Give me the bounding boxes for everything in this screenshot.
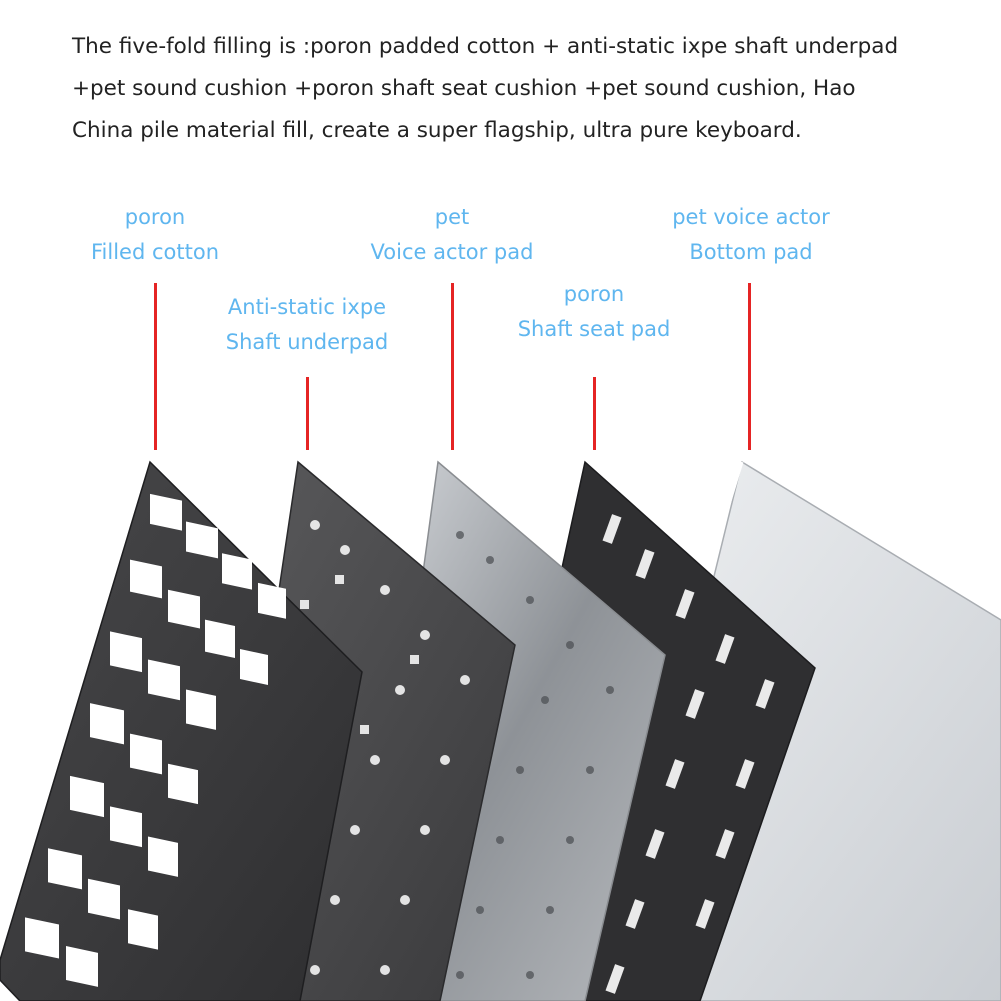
intro-line-2: +pet sound cushion +poron shaft seat cushion +pet sound cushion, Hao bbox=[72, 76, 856, 101]
label-poron-shaft-seat-pad-line1: poron bbox=[563, 282, 625, 306]
intro-line-1: The five-fold filling is :poron padded cotton + anti-static ixpe shaft underpad bbox=[72, 34, 899, 59]
label-pet-voice-actor-pad bbox=[302, 200, 602, 270]
label-poron-filled-cotton-line1: poron bbox=[124, 205, 186, 229]
leader-line-pet-voice-actor-pad bbox=[451, 283, 454, 450]
leader-line-pet-bottom-pad bbox=[748, 283, 751, 450]
leader-line-poron-filled-cotton bbox=[154, 283, 157, 450]
label-ixpe-shaft-underpad bbox=[157, 290, 457, 360]
label-poron-filled-cotton-line2: Filled cotton bbox=[91, 240, 219, 264]
label-ixpe-shaft-underpad-line1: Anti-static ixpe bbox=[227, 295, 387, 319]
label-pet-bottom-pad bbox=[601, 200, 901, 270]
label-pet-voice-actor-pad-line2: Voice actor pad bbox=[370, 240, 534, 264]
intro-line-3: China pile material fill, create a super flagship, ultra pure keyboard. bbox=[72, 118, 802, 143]
intro-text bbox=[72, 26, 972, 152]
keyboard-filling-layers-illustration bbox=[0, 440, 1001, 1001]
label-ixpe-shaft-underpad-line2: Shaft underpad bbox=[225, 330, 389, 354]
label-poron-shaft-seat-pad bbox=[444, 277, 744, 347]
label-poron-filled-cotton bbox=[5, 200, 305, 270]
label-pet-voice-actor-pad-line1: pet bbox=[434, 205, 470, 229]
label-pet-bottom-pad-line2: Bottom pad bbox=[689, 240, 813, 264]
label-poron-shaft-seat-pad-line2: Shaft seat pad bbox=[517, 317, 671, 341]
label-pet-bottom-pad-line1: pet voice actor bbox=[672, 205, 830, 229]
